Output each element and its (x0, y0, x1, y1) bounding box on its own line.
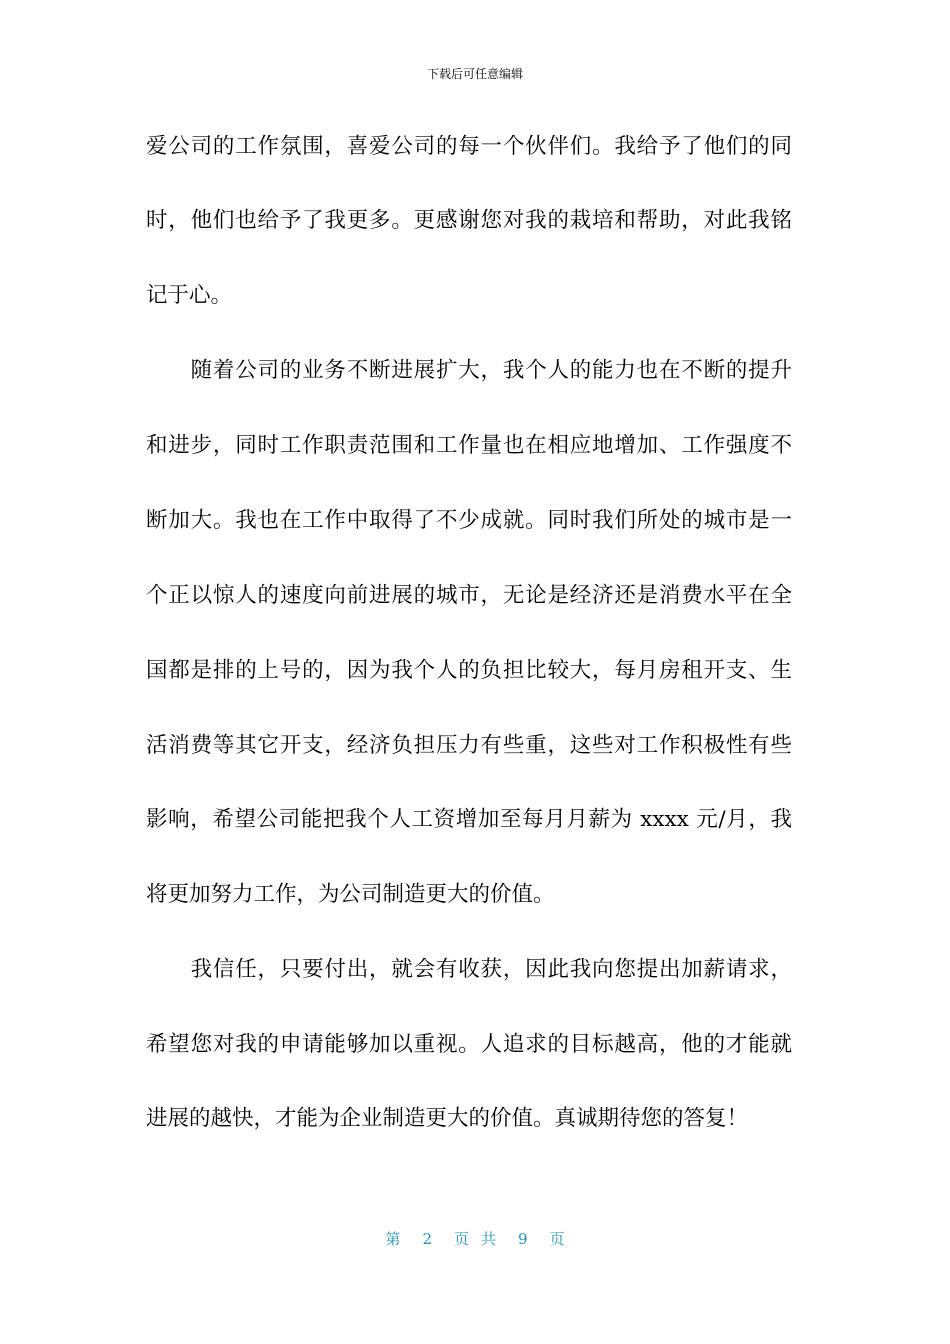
page-header: 下载后可任意编辑 (426, 67, 523, 81)
body-text-line: 断加大。我也在工作中取得了不少成就。同时我们所处的城市是一 (146, 508, 792, 533)
body-text-line: 个正以惊人的速度向前进展的城市，无论是经济还是消费水平在全 (146, 583, 792, 608)
total-pages-number: 9 (518, 1230, 528, 1248)
body-text-line: 时，他们也给予了我更多。更感谢您对我的栽培和帮助，对此我铭 (146, 208, 792, 233)
footer-suffix: 页 (549, 1230, 565, 1248)
footer-middle: 页共 (453, 1230, 508, 1248)
body-text-line: 将更加努力工作，为公司制造更大的价值。 (146, 882, 555, 907)
body-text-line: 和进步，同时工作职责范围和工作量也在相应地增加、工作强度不 (146, 433, 792, 458)
body-text-line: 进展的越快，才能为企业制造更大的价值。真诚期待您的答复！ (146, 1106, 749, 1131)
body-text-line: 国都是排的上号的，因为我个人的负担比较大，每月房租开支、生 (146, 658, 792, 683)
body-text-line: 影响，希望公司能把我个人工资增加至每月月薪为 xxxx 元/月，我 (146, 807, 792, 832)
footer-prefix: 第 (385, 1230, 401, 1248)
page-footer (0, 1229, 950, 1249)
current-page-number: 2 (422, 1230, 432, 1248)
body-text-line: 活消费等其它开支，经济负担压力有些重，这些对工作积极性有些 (146, 733, 792, 758)
body-text-line: 希望您对我的申请能够加以重视。人追求的目标越高，他的才能就 (146, 1032, 792, 1057)
body-text-line: 我信任，只要付出，就会有收获，因此我向您提出加薪请求， (146, 957, 792, 982)
body-text-line: 爱公司的工作氛围，喜爱公司的每一个伙伴们。我给予了他们的同 (146, 134, 792, 159)
body-text-line: 随着公司的业务不断进展扩大，我个人的能力也在不断的提升 (146, 358, 792, 383)
body-text-line: 记于心。 (146, 283, 233, 308)
